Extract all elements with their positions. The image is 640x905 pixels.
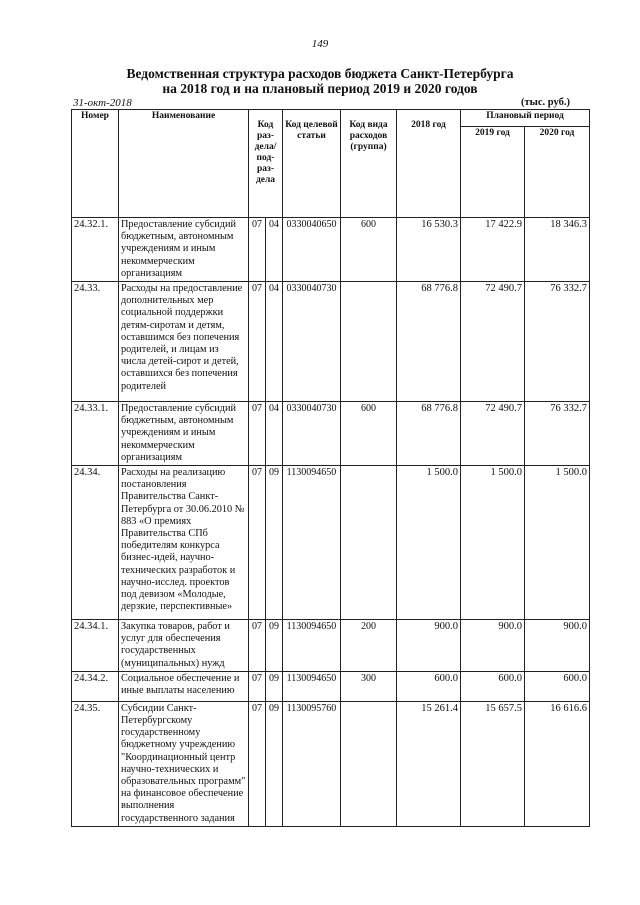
row-value-2018: 16 530.3 [397, 218, 461, 282]
row-section: 07 [249, 218, 266, 282]
row-value-2020: 900.0 [525, 620, 590, 672]
budget-table [71, 109, 590, 827]
header-2019: 2019 год [461, 127, 525, 218]
unit-label: (тыс. руб.) [521, 97, 570, 108]
row-value-2019: 1 500.0 [461, 466, 525, 620]
title-line-1: Ведомственная структура расходов бюджета Санкт-Петербурга [126, 66, 514, 81]
row-number: 24.34. [72, 466, 119, 620]
row-value-2018: 68 776.8 [397, 282, 461, 402]
row-name: Расходы на реализацию постановления Правительства Санкт-Петербурга от 30.06.2010 № 883 «О премиях Правительства СПб победителям конкурса бизнес-идей, научно-технических разработок и научно-исслед. проектов под девизом «Молодые, дерзкие, перспективные» [119, 466, 249, 620]
row-subsection: 09 [266, 671, 283, 701]
row-value-2020: 1 500.0 [525, 466, 590, 620]
row-expense-type: 300 [341, 671, 397, 701]
row-value-2018: 68 776.8 [397, 402, 461, 466]
row-value-2020: 76 332.7 [525, 282, 590, 402]
row-value-2019: 15 657.5 [461, 701, 525, 826]
row-number: 24.34.2. [72, 671, 119, 701]
header-expense-type: Код вида расходов (группа) [341, 110, 397, 218]
row-value-2018: 15 261.4 [397, 701, 461, 826]
row-number: 24.33. [72, 282, 119, 402]
row-value-2019: 600.0 [461, 671, 525, 701]
table-row [72, 701, 590, 826]
row-value-2019: 72 490.7 [461, 402, 525, 466]
row-target: 1130094650 [283, 466, 341, 620]
row-value-2020: 600.0 [525, 671, 590, 701]
row-name: Социальное обеспечение и иные выплаты населению [119, 671, 249, 701]
header-target: Код целевой статьи [283, 110, 341, 218]
row-value-2018: 900.0 [397, 620, 461, 672]
row-subsection: 04 [266, 402, 283, 466]
row-expense-type: 200 [341, 620, 397, 672]
table-row [72, 671, 590, 701]
table-row [72, 620, 590, 672]
row-subsection: 09 [266, 620, 283, 672]
row-number: 24.32.1. [72, 218, 119, 282]
row-subsection: 04 [266, 282, 283, 402]
row-expense-type: 600 [341, 218, 397, 282]
page-number: 149 [311, 38, 329, 50]
row-value-2018: 600.0 [397, 671, 461, 701]
row-expense-type: 600 [341, 402, 397, 466]
title-line-2: на 2018 год и на плановый период 2019 и 2020 годов [162, 81, 478, 96]
row-value-2019: 72 490.7 [461, 282, 525, 402]
row-name: Расходы на предоставление дополнительных мер социальной поддержки детям-сиротам и детям, оставшимся без попечения родителей, и лицам из числа детей-сирот и детей, оставшихся без попечения родителей [119, 282, 249, 402]
row-subsection: 09 [266, 466, 283, 620]
row-expense-type [341, 466, 397, 620]
row-target: 1130094650 [283, 671, 341, 701]
row-number: 24.34.1. [72, 620, 119, 672]
row-number: 24.35. [72, 701, 119, 826]
row-subsection: 04 [266, 218, 283, 282]
row-value-2018: 1 500.0 [397, 466, 461, 620]
row-expense-type [341, 282, 397, 402]
header-2018: 2018 год [397, 110, 461, 218]
row-value-2020: 76 332.7 [525, 402, 590, 466]
row-target: 1130094650 [283, 620, 341, 672]
row-section: 07 [249, 466, 266, 620]
table-row [72, 282, 590, 402]
row-value-2020: 18 346.3 [525, 218, 590, 282]
row-expense-type [341, 701, 397, 826]
table-row [72, 218, 590, 282]
table-row [72, 466, 590, 620]
row-name: Закупка товаров, работ и услуг для обеспечения государственных (муниципальных) нужд [119, 620, 249, 672]
row-target: 0330040730 [283, 282, 341, 402]
row-subsection: 09 [266, 701, 283, 826]
row-section: 07 [249, 701, 266, 826]
document-date: 31-окт-2018 [73, 97, 132, 109]
row-name: Субсидии Санкт-Петербургскому государственному бюджетному учреждению "Координационный центр научно-технических и образовательных программ" на финансовое обеспечение выполнения государственного задания [119, 701, 249, 826]
row-section: 07 [249, 620, 266, 672]
header-name: Наименование [119, 110, 249, 218]
row-target: 0330040650 [283, 218, 341, 282]
header-number: Номер [72, 110, 119, 218]
row-number: 24.33.1. [72, 402, 119, 466]
row-value-2019: 900.0 [461, 620, 525, 672]
row-target: 1130095760 [283, 701, 341, 826]
header-section: Код раз-дела/ под-раз-дела [249, 110, 283, 218]
row-section: 07 [249, 671, 266, 701]
header-planned-period: Плановый период [461, 110, 590, 127]
row-name: Предоставление субсидий бюджетным, автономным учреждениям и иным некоммерческим организациям [119, 402, 249, 466]
table-row [72, 402, 590, 466]
row-section: 07 [249, 282, 266, 402]
row-value-2020: 16 616.6 [525, 701, 590, 826]
header-2020: 2020 год [525, 127, 590, 218]
row-value-2019: 17 422.9 [461, 218, 525, 282]
table-body [72, 218, 590, 827]
row-target: 0330040730 [283, 402, 341, 466]
page-title [0, 66, 640, 96]
row-name: Предоставление субсидий бюджетным, автономным учреждениям и иным некоммерческим организациям [119, 218, 249, 282]
row-section: 07 [249, 402, 266, 466]
